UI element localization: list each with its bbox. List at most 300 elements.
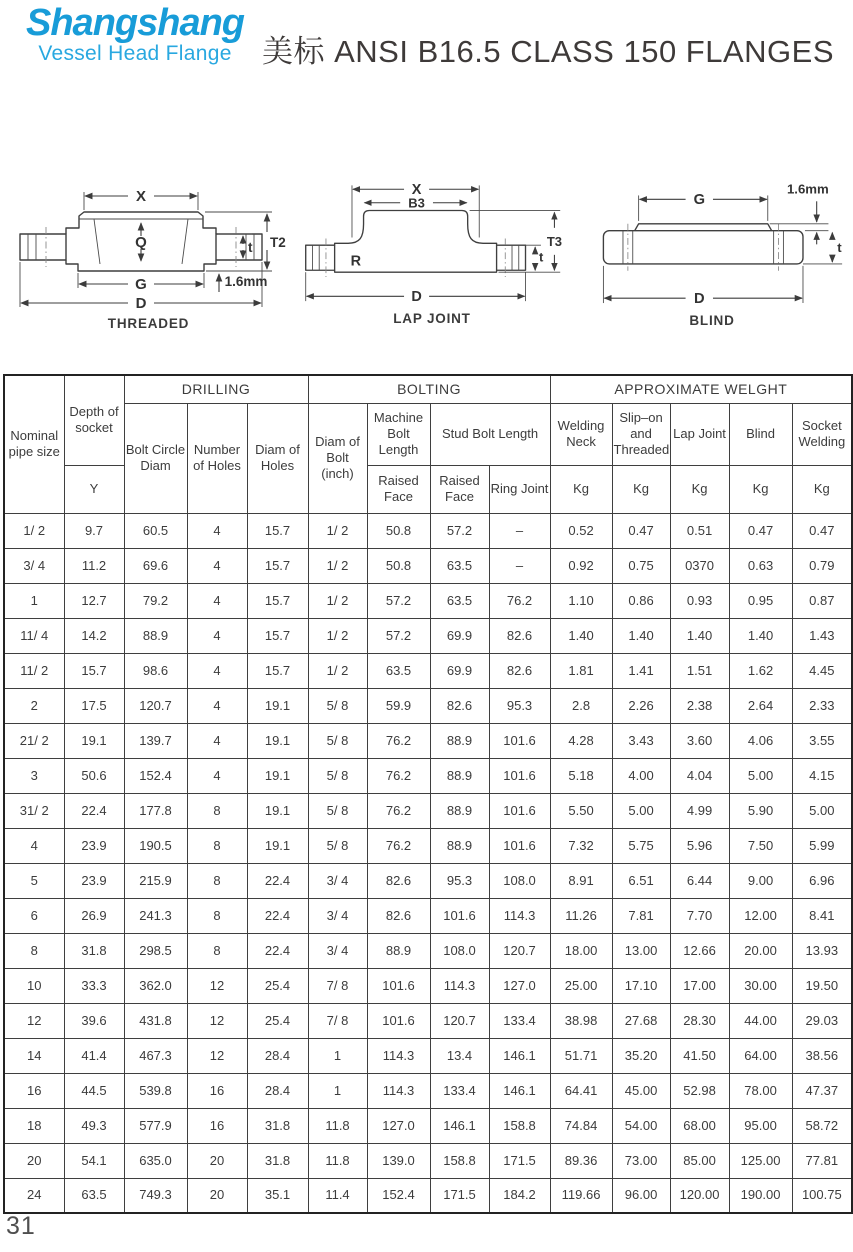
blind-drawing (576, 170, 848, 328)
value-cell: 1/ 2 (308, 548, 367, 583)
value-cell: 6.44 (670, 863, 729, 898)
value-cell: 4 (187, 618, 247, 653)
value-cell: 19.1 (247, 723, 308, 758)
dim-d-label: D (411, 289, 422, 306)
table-row (4, 898, 852, 933)
dim-q-label: Q (135, 234, 147, 251)
value-cell: 28.4 (247, 1073, 308, 1108)
value-cell: 108.0 (489, 863, 550, 898)
dim-raised-label: 1.6mm (224, 274, 268, 289)
value-cell: 4.28 (550, 723, 612, 758)
value-cell: 190.5 (124, 828, 187, 863)
value-cell: 4 (187, 653, 247, 688)
value-cell: 8.91 (550, 863, 612, 898)
value-cell: 146.1 (489, 1038, 550, 1073)
value-cell: 120.00 (670, 1178, 729, 1213)
value-cell: 749.3 (124, 1178, 187, 1213)
value-cell: 88.9 (430, 723, 489, 758)
value-cell: 3/ 4 (308, 898, 367, 933)
table-row (4, 618, 852, 653)
nominal-size-cell: 31/ 2 (4, 793, 64, 828)
value-cell: 12 (187, 968, 247, 1003)
value-cell: 64.00 (729, 1038, 792, 1073)
value-cell: 31.8 (64, 933, 124, 968)
value-cell: 5/ 8 (308, 758, 367, 793)
value-cell: 114.3 (430, 968, 489, 1003)
nominal-size-cell: 4 (4, 828, 64, 863)
table-row (4, 688, 852, 723)
table-row (4, 1108, 852, 1143)
value-cell: 1.40 (612, 618, 670, 653)
value-cell: 29.03 (792, 1003, 852, 1038)
value-cell: 1.40 (550, 618, 612, 653)
value-cell: 101.6 (367, 1003, 430, 1038)
value-cell: 5/ 8 (308, 793, 367, 828)
value-cell: 8 (187, 863, 247, 898)
value-cell: 241.3 (124, 898, 187, 933)
value-cell: 54.1 (64, 1143, 124, 1178)
value-cell: 1/ 2 (308, 653, 367, 688)
value-cell: 63.5 (64, 1178, 124, 1213)
value-cell: 19.1 (247, 828, 308, 863)
value-cell: 1 (308, 1073, 367, 1108)
value-cell: 101.6 (489, 828, 550, 863)
value-cell: 5.18 (550, 758, 612, 793)
col-header-socket-welding: Socket Welding (792, 403, 852, 465)
value-cell: 82.6 (430, 688, 489, 723)
lap-joint-caption: LAP JOINT (393, 310, 471, 326)
table-header (4, 375, 852, 513)
dim-t3-label: T3 (546, 234, 563, 250)
dim-x-label: X (411, 182, 422, 199)
value-cell: 95.3 (430, 863, 489, 898)
table-row (4, 863, 852, 898)
value-cell: 3/ 4 (308, 933, 367, 968)
value-cell: 27.68 (612, 1003, 670, 1038)
dim-g-label: G (693, 192, 705, 209)
value-cell: 5.75 (612, 828, 670, 863)
col-header-diam-holes: Diam of Holes (247, 403, 308, 513)
value-cell: 4 (187, 723, 247, 758)
value-cell: 8.41 (792, 898, 852, 933)
value-cell: 15.7 (247, 653, 308, 688)
value-cell: 11.26 (550, 898, 612, 933)
value-cell: 152.4 (367, 1178, 430, 1213)
value-cell: 13.93 (792, 933, 852, 968)
value-cell: 1.10 (550, 583, 612, 618)
table-row (4, 723, 852, 758)
value-cell: 41.50 (670, 1038, 729, 1073)
value-cell: 101.6 (489, 793, 550, 828)
value-cell: 114.3 (367, 1073, 430, 1108)
col-header-kg-2: Kg (612, 465, 670, 513)
value-cell: 35.20 (612, 1038, 670, 1073)
value-cell: 88.9 (367, 933, 430, 968)
value-cell: 19.50 (792, 968, 852, 1003)
value-cell: 19.1 (64, 723, 124, 758)
value-cell: 9.7 (64, 513, 124, 548)
value-cell: – (489, 548, 550, 583)
value-cell: 82.6 (489, 618, 550, 653)
value-cell: 2.8 (550, 688, 612, 723)
value-cell: 88.9 (430, 793, 489, 828)
value-cell: 635.0 (124, 1143, 187, 1178)
value-cell: 15.7 (247, 548, 308, 583)
blind-diagram (576, 170, 848, 309)
value-cell: 577.9 (124, 1108, 187, 1143)
value-cell: 158.8 (430, 1143, 489, 1178)
value-cell: 22.4 (247, 933, 308, 968)
nominal-size-cell: 20 (4, 1143, 64, 1178)
value-cell: 6.51 (612, 863, 670, 898)
value-cell: 11.8 (308, 1143, 367, 1178)
value-cell: 4 (187, 758, 247, 793)
blind-caption: BLIND (689, 312, 735, 328)
value-cell: 0.93 (670, 583, 729, 618)
value-cell: 82.6 (367, 898, 430, 933)
col-header-lap-joint: Lap Joint (670, 403, 729, 465)
dim-t-label: t (539, 249, 544, 265)
value-cell: 11.8 (308, 1108, 367, 1143)
value-cell: 125.00 (729, 1143, 792, 1178)
value-cell: 5/ 8 (308, 828, 367, 863)
page-title: 美标 ANSI B16.5 CLASS 150 FLANGES (261, 34, 835, 69)
value-cell: 57.2 (367, 618, 430, 653)
nominal-size-cell: 16 (4, 1073, 64, 1108)
value-cell: 133.4 (430, 1073, 489, 1108)
value-cell: 51.71 (550, 1038, 612, 1073)
value-cell: 152.4 (124, 758, 187, 793)
col-header-diam-bolt: Diam of Bolt (inch) (308, 403, 367, 513)
blind-outline (603, 224, 803, 271)
col-header-slip-on: Slip–on and Threaded (612, 403, 670, 465)
value-cell: 47.37 (792, 1073, 852, 1108)
value-cell: 5.00 (612, 793, 670, 828)
col-header-machine-raised-face: Raised Face (367, 465, 430, 513)
value-cell: 44.5 (64, 1073, 124, 1108)
table-row (4, 653, 852, 688)
nominal-size-cell: 11/ 4 (4, 618, 64, 653)
nominal-size-cell: 10 (4, 968, 64, 1003)
value-cell: 30.00 (729, 968, 792, 1003)
dim-d-label: D (135, 295, 147, 312)
value-cell: 101.6 (367, 968, 430, 1003)
col-header-kg-5: Kg (792, 465, 852, 513)
value-cell: 38.98 (550, 1003, 612, 1038)
col-header-machine-bolt: Machine Bolt Length (367, 403, 430, 465)
value-cell: 5/ 8 (308, 723, 367, 758)
value-cell: 4.00 (612, 758, 670, 793)
value-cell: 0.47 (612, 513, 670, 548)
value-cell: 17.00 (670, 968, 729, 1003)
value-cell: 8 (187, 933, 247, 968)
value-cell: 431.8 (124, 1003, 187, 1038)
value-cell: 76.2 (489, 583, 550, 618)
value-cell: 76.2 (367, 828, 430, 863)
value-cell: 4.45 (792, 653, 852, 688)
lap-joint-diagram (298, 170, 566, 307)
value-cell: 127.0 (489, 968, 550, 1003)
value-cell: 15.7 (247, 513, 308, 548)
col-header-kg-4: Kg (729, 465, 792, 513)
value-cell: 158.8 (489, 1108, 550, 1143)
value-cell: 11.2 (64, 548, 124, 583)
value-cell: 101.6 (489, 723, 550, 758)
value-cell: 78.00 (729, 1073, 792, 1108)
value-cell: 4.99 (670, 793, 729, 828)
col-header-stud-raised-face: Raised Face (430, 465, 489, 513)
brand-name: Shangshang (26, 2, 245, 44)
nominal-size-cell: 6 (4, 898, 64, 933)
value-cell: 15.7 (247, 583, 308, 618)
value-cell: 114.3 (367, 1038, 430, 1073)
lap-joint-drawing (298, 170, 566, 326)
value-cell: 54.00 (612, 1108, 670, 1143)
value-cell: 8 (187, 793, 247, 828)
value-cell: 82.6 (489, 653, 550, 688)
value-cell: 1.51 (670, 653, 729, 688)
dim-g-label: G (135, 276, 147, 293)
value-cell: 215.9 (124, 863, 187, 898)
value-cell: 146.1 (489, 1073, 550, 1108)
value-cell: 23.9 (64, 828, 124, 863)
value-cell: 4 (187, 548, 247, 583)
value-cell: 18.00 (550, 933, 612, 968)
value-cell: 1.40 (670, 618, 729, 653)
table-row (4, 513, 852, 548)
threaded-diagram (6, 170, 291, 312)
value-cell: 1.41 (612, 653, 670, 688)
value-cell: 0.79 (792, 548, 852, 583)
value-cell: 57.2 (367, 583, 430, 618)
value-cell: 63.5 (367, 653, 430, 688)
value-cell: 2.64 (729, 688, 792, 723)
value-cell: 63.5 (430, 583, 489, 618)
value-cell: 467.3 (124, 1038, 187, 1073)
col-header-num-holes: Number of Holes (187, 403, 247, 513)
value-cell: 7.70 (670, 898, 729, 933)
nominal-size-cell: 1 (4, 583, 64, 618)
brand-tagline: Vessel Head Flange (38, 41, 232, 65)
value-cell: 298.5 (124, 933, 187, 968)
value-cell: 1 (308, 1038, 367, 1073)
value-cell: 88.9 (430, 758, 489, 793)
value-cell: 119.66 (550, 1178, 612, 1213)
value-cell: 76.2 (367, 758, 430, 793)
dim-t-label: t (837, 240, 842, 256)
value-cell: 184.2 (489, 1178, 550, 1213)
value-cell: 2.33 (792, 688, 852, 723)
value-cell: 22.4 (247, 898, 308, 933)
col-header-y: Y (64, 465, 124, 513)
col-header-bolt-circle: Bolt Circle Diam (124, 403, 187, 513)
value-cell: 19.1 (247, 758, 308, 793)
value-cell: 16 (187, 1108, 247, 1143)
value-cell: 63.5 (430, 548, 489, 583)
value-cell: 4.04 (670, 758, 729, 793)
value-cell: 13.00 (612, 933, 670, 968)
value-cell: 177.8 (124, 793, 187, 828)
col-header-stud-bolt: Stud Bolt Length (430, 403, 550, 465)
table-row (4, 1178, 852, 1213)
value-cell: 3.55 (792, 723, 852, 758)
value-cell: 114.3 (489, 898, 550, 933)
value-cell: 190.00 (729, 1178, 792, 1213)
value-cell: 16 (187, 1073, 247, 1108)
value-cell: 4.06 (729, 723, 792, 758)
value-cell: 77.81 (792, 1143, 852, 1178)
value-cell: 50.8 (367, 548, 430, 583)
value-cell: 2.38 (670, 688, 729, 723)
value-cell: 171.5 (430, 1178, 489, 1213)
value-cell: 88.9 (430, 828, 489, 863)
dim-d-label: D (693, 291, 705, 308)
value-cell: 0.52 (550, 513, 612, 548)
value-cell: 28.30 (670, 1003, 729, 1038)
value-cell: 17.5 (64, 688, 124, 723)
value-cell: 8 (187, 898, 247, 933)
table-row (4, 1003, 852, 1038)
col-header-nominal: Nominal pipe size (4, 375, 64, 513)
value-cell: 5.96 (670, 828, 729, 863)
nominal-size-cell: 21/ 2 (4, 723, 64, 758)
value-cell: 20 (187, 1143, 247, 1178)
value-cell: 25.4 (247, 1003, 308, 1038)
drawings-row (0, 170, 853, 338)
value-cell: 3.43 (612, 723, 670, 758)
value-cell: 5.99 (792, 828, 852, 863)
value-cell: 19.1 (247, 793, 308, 828)
value-cell: 127.0 (367, 1108, 430, 1143)
threaded-caption: THREADED (107, 316, 190, 331)
value-cell: 120.7 (430, 1003, 489, 1038)
nominal-size-cell: 8 (4, 933, 64, 968)
value-cell: 69.9 (430, 653, 489, 688)
dim-r-label: R (350, 253, 362, 270)
lap-joint-outline (306, 210, 526, 277)
value-cell: 22.4 (247, 863, 308, 898)
nominal-size-cell: 3 (4, 758, 64, 793)
value-cell: 69.9 (430, 618, 489, 653)
col-header-ring-joint: Ring Joint (489, 465, 550, 513)
value-cell: 13.4 (430, 1038, 489, 1073)
value-cell: 2.26 (612, 688, 670, 723)
value-cell: 25.00 (550, 968, 612, 1003)
nominal-size-cell: 24 (4, 1178, 64, 1213)
value-cell: 12.66 (670, 933, 729, 968)
value-cell: 120.7 (489, 933, 550, 968)
value-cell: 7/ 8 (308, 1003, 367, 1038)
value-cell: 12 (187, 1003, 247, 1038)
value-cell: 146.1 (430, 1108, 489, 1143)
value-cell: 82.6 (367, 863, 430, 898)
value-cell: 133.4 (489, 1003, 550, 1038)
value-cell: 5.50 (550, 793, 612, 828)
nominal-size-cell: 12 (4, 1003, 64, 1038)
value-cell: 79.2 (124, 583, 187, 618)
brand-logo (26, 4, 244, 66)
value-cell: 101.6 (430, 898, 489, 933)
value-cell: 5/ 8 (308, 688, 367, 723)
nominal-size-cell: 1/ 2 (4, 513, 64, 548)
nominal-size-cell: 14 (4, 1038, 64, 1073)
value-cell: 95.00 (729, 1108, 792, 1143)
value-cell: 38.56 (792, 1038, 852, 1073)
value-cell: 17.10 (612, 968, 670, 1003)
nominal-size-cell: 2 (4, 688, 64, 723)
value-cell: 88.9 (124, 618, 187, 653)
value-cell: 0.47 (729, 513, 792, 548)
value-cell: 4 (187, 513, 247, 548)
value-cell: 19.1 (247, 688, 308, 723)
value-cell: 96.00 (612, 1178, 670, 1213)
value-cell: 362.0 (124, 968, 187, 1003)
value-cell: 12.00 (729, 898, 792, 933)
value-cell: 0.92 (550, 548, 612, 583)
value-cell: 8 (187, 828, 247, 863)
value-cell: 6.96 (792, 863, 852, 898)
value-cell: 5.00 (792, 793, 852, 828)
col-header-kg-3: Kg (670, 465, 729, 513)
value-cell: 49.3 (64, 1108, 124, 1143)
value-cell: 139.7 (124, 723, 187, 758)
value-cell: 76.2 (367, 723, 430, 758)
nominal-size-cell: 18 (4, 1108, 64, 1143)
table-row (4, 1073, 852, 1108)
value-cell: 25.4 (247, 968, 308, 1003)
value-cell: 15.7 (64, 653, 124, 688)
value-cell: 57.2 (430, 513, 489, 548)
value-cell: 100.75 (792, 1178, 852, 1213)
value-cell: 39.6 (64, 1003, 124, 1038)
value-cell: 0370 (670, 548, 729, 583)
value-cell: 28.4 (247, 1038, 308, 1073)
value-cell: 85.00 (670, 1143, 729, 1178)
value-cell: 23.9 (64, 863, 124, 898)
group-header-weight: APPROXIMATE WELGHT (550, 375, 852, 403)
value-cell: 0.75 (612, 548, 670, 583)
dim-x-label: X (135, 188, 147, 205)
dim-t-label: t (248, 240, 253, 255)
col-header-depth: Depth of socket (64, 375, 124, 465)
value-cell: 33.3 (64, 968, 124, 1003)
value-cell: 73.00 (612, 1143, 670, 1178)
value-cell: 26.9 (64, 898, 124, 933)
table-row (4, 548, 852, 583)
value-cell: 58.72 (792, 1108, 852, 1143)
value-cell: 5.90 (729, 793, 792, 828)
value-cell: 22.4 (64, 793, 124, 828)
value-cell: 9.00 (729, 863, 792, 898)
value-cell: 12 (187, 1038, 247, 1073)
value-cell: 120.7 (124, 688, 187, 723)
value-cell: 4 (187, 688, 247, 723)
nominal-size-cell: 11/ 2 (4, 653, 64, 688)
value-cell: 3/ 4 (308, 863, 367, 898)
dim-raised-label: 1.6mm (786, 181, 829, 197)
col-header-welding-neck: Welding Neck (550, 403, 612, 465)
value-cell: 52.98 (670, 1073, 729, 1108)
value-cell: 31.8 (247, 1143, 308, 1178)
group-header-bolting: BOLTING (308, 375, 550, 403)
table-row (4, 1038, 852, 1073)
value-cell: 171.5 (489, 1143, 550, 1178)
value-cell: 1.62 (729, 653, 792, 688)
value-cell: 7.32 (550, 828, 612, 863)
dim-t2-label: T2 (270, 235, 286, 250)
table-row (4, 968, 852, 1003)
table-row (4, 793, 852, 828)
